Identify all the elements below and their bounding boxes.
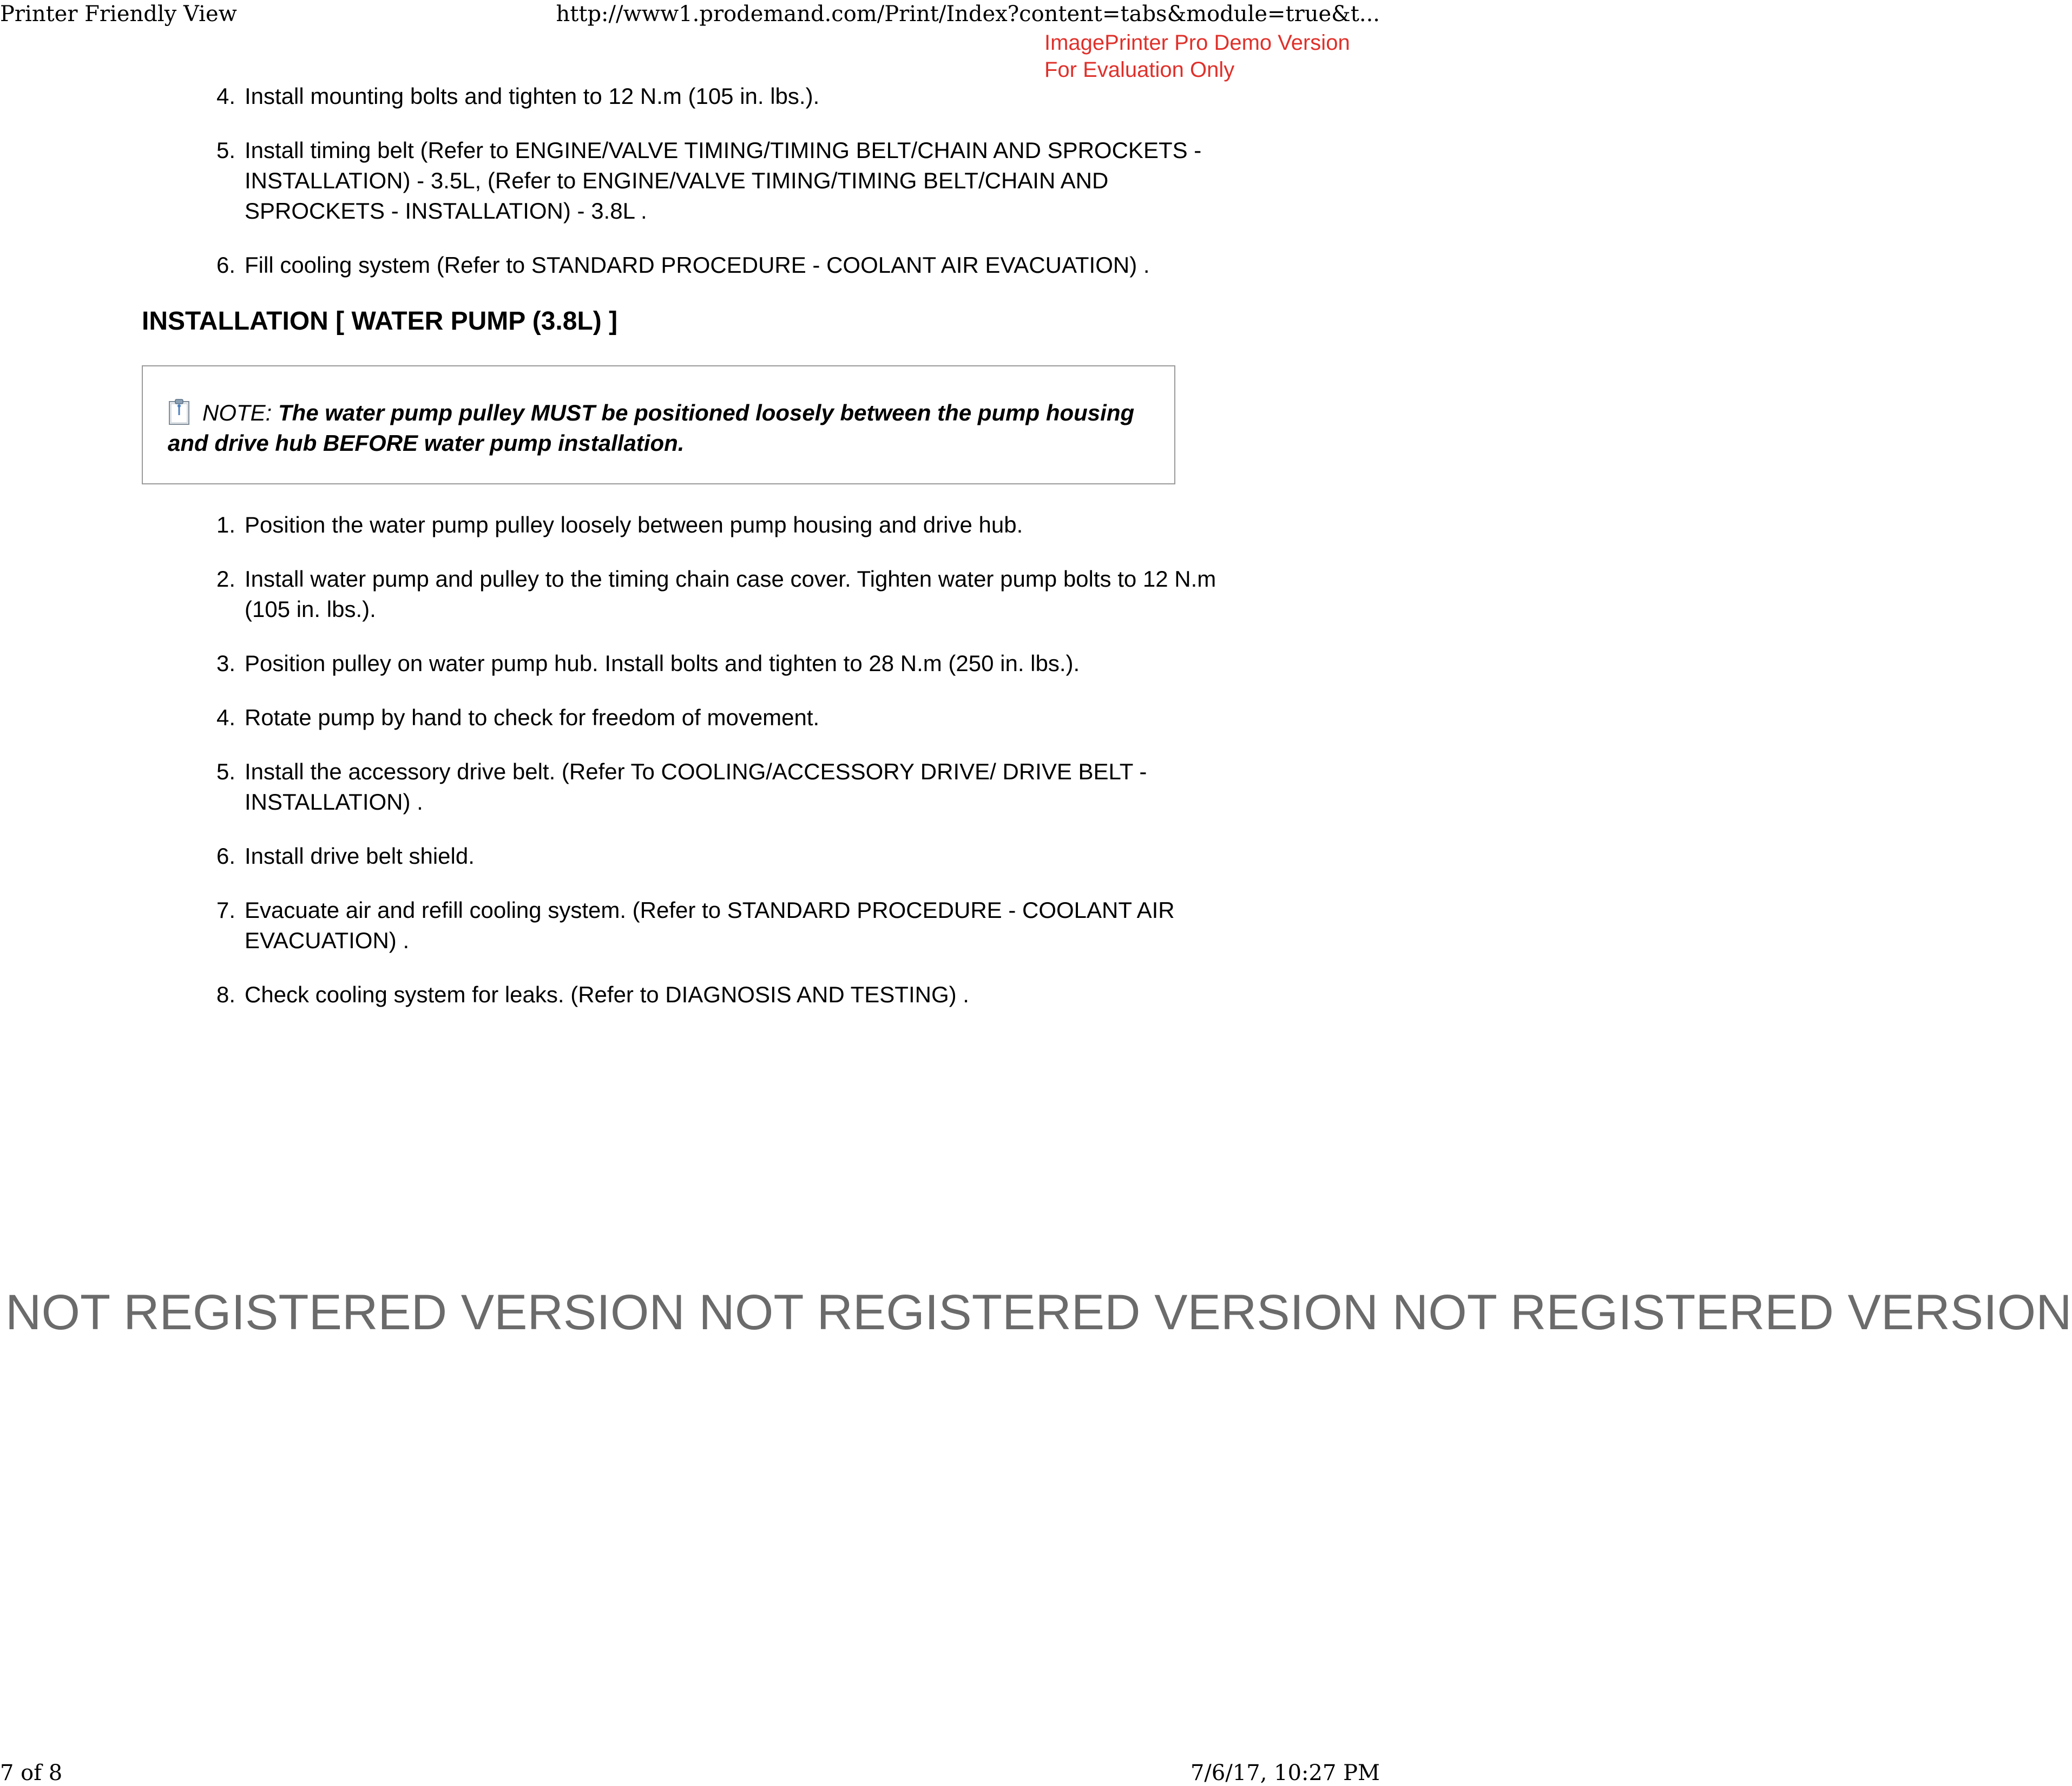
note-label: NOTE: xyxy=(202,400,272,425)
page-header-title: Printer Friendly View xyxy=(0,2,237,27)
list-item xyxy=(216,564,1245,625)
list-item xyxy=(216,510,1245,540)
list-item xyxy=(216,895,1245,956)
step-text: Position pulley on water pump hub. Install bolts and tighten to 28 N.m (250 in. lbs.). xyxy=(245,651,1080,676)
step-text: Install the accessory drive belt. (Refer To COOLING/ACCESSORY DRIVE/ DRIVE BELT - INSTALLATION) . xyxy=(245,759,1147,815)
not-registered-watermark: NOT REGISTERED VERSION NOT REGISTERED VERSION NOT REGISTERED VERSION xyxy=(5,1285,2072,1340)
step-number: 3. xyxy=(216,651,236,676)
list-item xyxy=(216,841,1245,871)
note-clipboard-icon xyxy=(168,399,192,426)
step-number: 1. xyxy=(216,512,236,537)
step-text: Install water pump and pulley to the timing chain case cover. Tighten water pump bolts to 12 N.m (105 in. lbs.). xyxy=(245,566,1216,622)
page-number: 7 of 8 xyxy=(0,1761,63,1785)
list-item xyxy=(216,980,1245,1010)
step-number: 5. xyxy=(216,137,236,163)
list-item xyxy=(216,250,1245,280)
step-text: Fill cooling system (Refer to STANDARD PROCEDURE - COOLANT AIR EVACUATION) . xyxy=(245,252,1150,278)
step-number: 5. xyxy=(216,759,236,784)
step-number: 6. xyxy=(216,843,236,869)
step-text: Rotate pump by hand to check for freedom of movement. xyxy=(245,705,820,730)
evaluation-only-line: For Evaluation Only xyxy=(1044,58,1235,82)
step-number: 6. xyxy=(216,252,236,278)
list-item xyxy=(216,702,1245,733)
note-text: The water pump pulley MUST be positioned loosely between the pump housing and drive hub BEFORE water pump installation. xyxy=(168,400,1135,456)
demo-version-line: ImagePrinter Pro Demo Version xyxy=(1044,31,1350,55)
step-text: Install drive belt shield. xyxy=(245,843,475,869)
page-header-url: http://www1.prodemand.com/Print/Index?content=tabs&module=true&t... xyxy=(556,2,1380,27)
step-text: Install mounting bolts and tighten to 12 N.m (105 in. lbs.). xyxy=(245,83,820,109)
list-item xyxy=(216,648,1245,679)
step-number: 8. xyxy=(216,982,236,1007)
step-number: 4. xyxy=(216,83,236,109)
step-text: Position the water pump pulley loosely between pump housing and drive hub. xyxy=(245,512,1023,537)
note-box xyxy=(142,365,1175,484)
step-text: Install timing belt (Refer to ENGINE/VALVE TIMING/TIMING BELT/CHAIN AND SPROCKETS - INSTALLATION) - 3.5L, (Refer to ENGINE/VALVE TIMING/TIMING BELT/CHAIN AND SPROCKETS - INSTALLATION) - 3.8L . xyxy=(245,137,1202,224)
step-number: 7. xyxy=(216,897,236,923)
print-datetime: 7/6/17, 10:27 PM xyxy=(1190,1761,1380,1785)
step-text: Check cooling system for leaks. (Refer to DIAGNOSIS AND TESTING) . xyxy=(245,982,969,1007)
installation-steps-list xyxy=(216,510,1245,1034)
continued-steps-list xyxy=(216,81,1245,304)
step-number: 4. xyxy=(216,705,236,730)
list-item xyxy=(216,81,1245,111)
step-number: 2. xyxy=(216,566,236,592)
demo-version-watermark xyxy=(1044,29,1350,83)
step-text: Evacuate air and refill cooling system. (Refer to STANDARD PROCEDURE - COOLANT AIR EVACUATION) . xyxy=(245,897,1175,953)
list-item xyxy=(216,757,1245,817)
section-heading: INSTALLATION [ WATER PUMP (3.8L) ] xyxy=(142,307,618,336)
list-item xyxy=(216,135,1245,226)
